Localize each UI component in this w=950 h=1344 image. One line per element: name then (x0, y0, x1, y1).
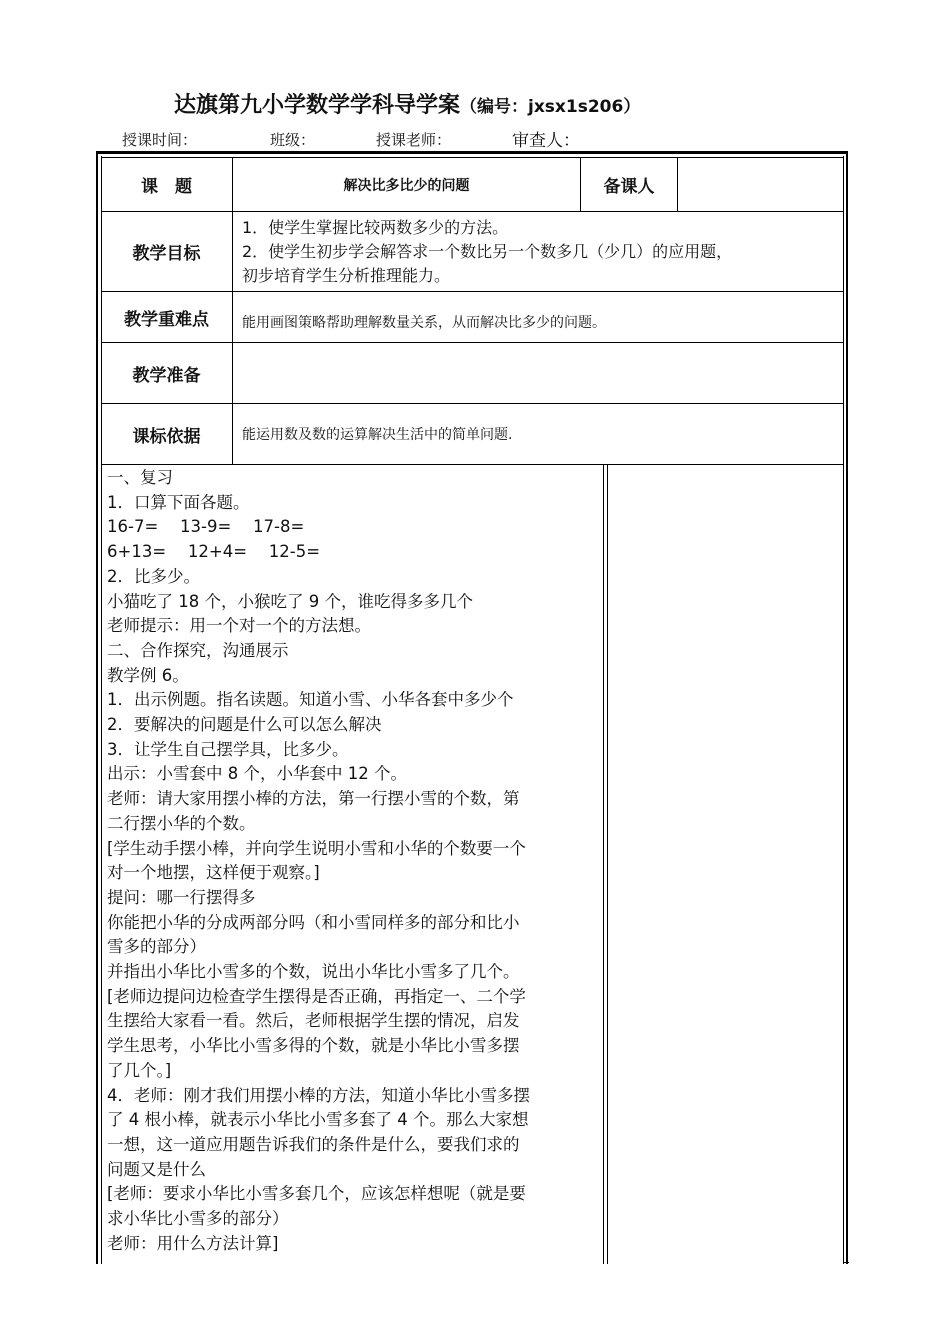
key-label: 教学重难点 (124, 309, 209, 330)
document-title (174, 88, 640, 119)
title-text: 达旗第九小学数学学科导学案 (174, 93, 461, 118)
lesson-line: 老师提示：用一个对一个的方法想。 (107, 616, 371, 636)
lesson-line: 二、合作探究，沟通展示 (107, 640, 289, 660)
prep-value-cell (678, 158, 843, 211)
reviewer-label: 审查人： (512, 131, 580, 151)
topic-label: 课 题 (141, 177, 192, 197)
lesson-line: 学生思考，小华比小雪多得的个数，就是小华比小雪多摆 (107, 1036, 520, 1056)
lesson-line: 4．老师：刚才我们用摆小棒的方法，知道小华比小雪多摆 (107, 1085, 530, 1105)
table-end-mark (843, 1262, 849, 1263)
lesson-line: 提问：哪一行摆得多 (107, 887, 256, 907)
lesson-line: 一、复习 (107, 468, 173, 487)
key-value: 能用画图策略帮助理解数量关系，从而解决比多少的问题。 (242, 315, 606, 331)
lesson-line: 16-7= 13-9= 17-8= (107, 517, 305, 537)
basis-value: 能运用数及数的运算解决生活中的简单问题. (242, 427, 513, 443)
basis-label: 课标依据 (132, 426, 201, 447)
table-border-top (96, 151, 848, 154)
lesson-line: 3．让学生自己摆学具，比多少。 (107, 739, 349, 759)
lesson-line: 你能把小华的分成两部分吗（和小雪同样多的部分和比小 (107, 912, 520, 932)
lesson-line: [老师边提问边检查学生摆得是否正确，再指定一、二个学 (107, 986, 526, 1006)
lesson-line: 出示：小雪套中 8 个，小华套中 12 个。 (107, 764, 407, 784)
goal-line-3: 初步培育学生分析推理能力。 (242, 266, 451, 285)
lesson-line: 二行摆小华的个数。 (107, 813, 256, 833)
lesson-line: 老师：用什么方法计算] (107, 1233, 279, 1253)
lesson-line: 2．比多少。 (107, 566, 200, 586)
lesson-line: 并指出小华比小雪多的个数，说出小华比小雪多了几个。 (107, 962, 520, 982)
table-border-left (96, 151, 98, 1264)
goals-label: 教学目标 (132, 244, 201, 264)
lesson-line: 教学例 6。 (107, 665, 189, 685)
table-border-right (846, 151, 848, 1264)
lesson-line: 对一个地摆，这样便于观察。] (107, 863, 320, 883)
lesson-line: 一想，这一道应用题告诉我们的条件是什么，要我们求的 (107, 1134, 520, 1154)
prep-label: 备课人 (603, 177, 655, 197)
lesson-line: 了几个。] (107, 1060, 172, 1080)
document-code: （编号：jxsx1s206） (460, 97, 641, 117)
goal-line-2: 2．使学生初步学会解答求一个数比另一个数多几（少几）的应用题， (242, 242, 733, 261)
lesson-line: 了 4 根小棒，就表示小华比小雪多套了 4 个。那么大家想 (107, 1110, 529, 1130)
lesson-line: 雪多的部分） (107, 937, 206, 957)
lesson-line: 1．出示例题。指名读题。知道小雪、小华各套中多少个 (107, 690, 514, 710)
lesson-line: 老师：请大家用摆小棒的方法，第一行摆小雪的个数，第 (107, 789, 520, 809)
table-border-right-inner (843, 156, 844, 1264)
materials-value-cell (233, 343, 843, 403)
lesson-line: 小猫吃了 18 个，小猴吃了 9 个，谁吃得多多几个 (107, 591, 473, 611)
lesson-line: 求小华比小雪多的部分） (107, 1209, 289, 1229)
topic-value: 解决比多比少的问题 (343, 177, 470, 194)
lesson-line: 生摆给大家看一看。然后，老师根据学生摆的情况，启发 (107, 1011, 520, 1031)
goal-line-1: 1．使学生掌握比较两数多少的方法。 (242, 218, 509, 237)
lesson-line: [学生动手摆小棒，并向学生说明小雪和小华的个数要一个 (107, 838, 526, 858)
materials-label: 教学准备 (132, 365, 201, 386)
body-divider (603, 464, 604, 1264)
class-label: 班级： (270, 131, 316, 149)
lesson-line: 问题又是什么 (107, 1159, 206, 1179)
lesson-line: 2．要解决的问题是什么可以怎么解决 (107, 715, 382, 735)
body-divider-inner (607, 464, 608, 1264)
lesson-line: 6+13= 12+4= 12-5= (107, 542, 321, 562)
row-divider (101, 464, 844, 465)
lesson-line: [老师：要求小华比小雪多套几个，应该怎样想呢（就是要 (107, 1184, 526, 1204)
time-label: 授课时间： (122, 131, 198, 149)
lesson-line: 1．口算下面各题。 (107, 492, 250, 512)
teacher-label: 授课老师： (376, 131, 452, 149)
lesson-body (107, 466, 599, 1257)
